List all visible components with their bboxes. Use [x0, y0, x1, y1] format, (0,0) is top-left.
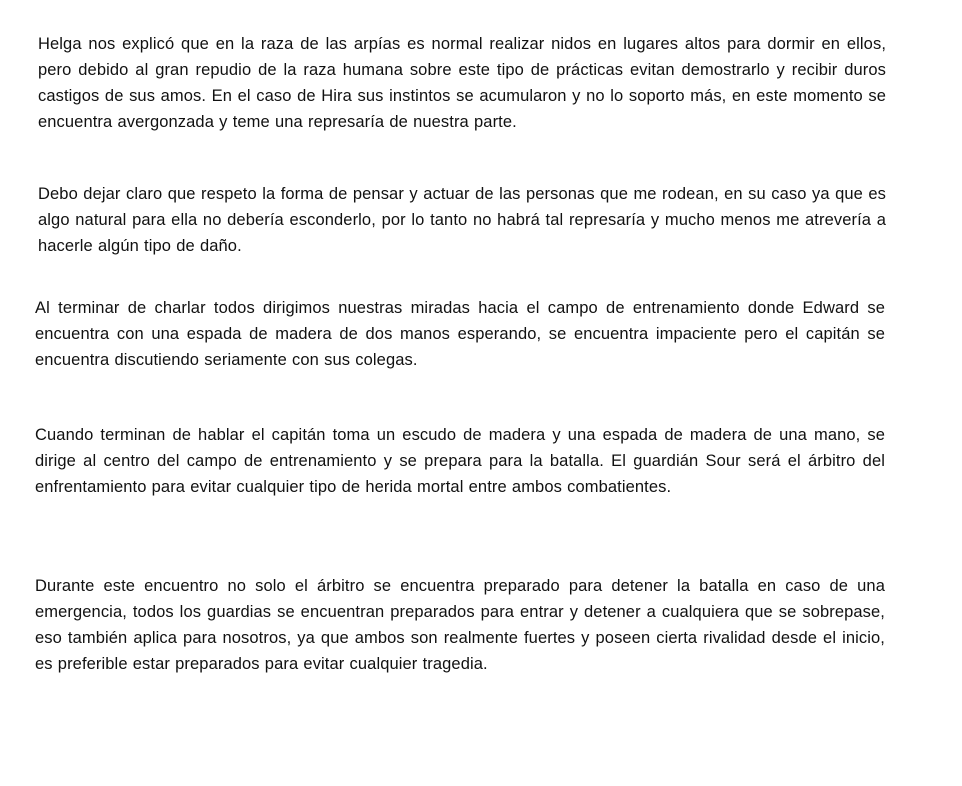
paragraph-1: Helga nos explicó que en la raza de las arpías es normal realizar nidos en lugares altos para dormir en ellos, pero debido al gran repudio de la raza humana sobre este tipo de prácticas evitan demostrarlo y recibir duros castigos de sus amos. En el caso de Hira sus instintos se acumularon y no lo soporto más, en este momento se encuentra avergonzada y teme una represaría de nuestra parte. — [38, 35, 886, 131]
paragraph-2: Debo dejar claro que respeto la forma de pensar y actuar de las personas que me rodean, en su caso ya que es algo natural para ella no debería esconderlo, por lo tanto no habrá tal represaría y mucho menos me atrevería a hacerle algún tipo de daño. — [38, 185, 886, 255]
paragraph-5: Durante este encuentro no solo el árbitro se encuentra preparado para detener la batalla en caso de una emergencia, todos los guardias se encuentran preparados para entrar y detener a cualquiera que se sobrepase, eso también aplica para nosotros, ya que ambos son realmente fuertes y poseen cierta rivalidad desde el inicio, es preferible estar preparados para evitar cualquier tragedia. — [35, 577, 885, 673]
paragraph-4: Cuando terminan de hablar el capitán toma un escudo de madera y una espada de madera de una mano, se dirige al centro del campo de entrenamiento y se prepara para la batalla. El guardián Sour será el árbitro del enfrentamiento para evitar cualquier tipo de herida mortal entre ambos combatientes. — [35, 426, 885, 496]
paragraph-3: Al terminar de charlar todos dirigimos nuestras miradas hacia el campo de entrenamiento donde Edward se encuentra con una espada de madera de dos manos esperando, se encuentra impaciente pero el capitán se encuentra discutiendo seriamente con sus colegas. — [35, 299, 885, 369]
